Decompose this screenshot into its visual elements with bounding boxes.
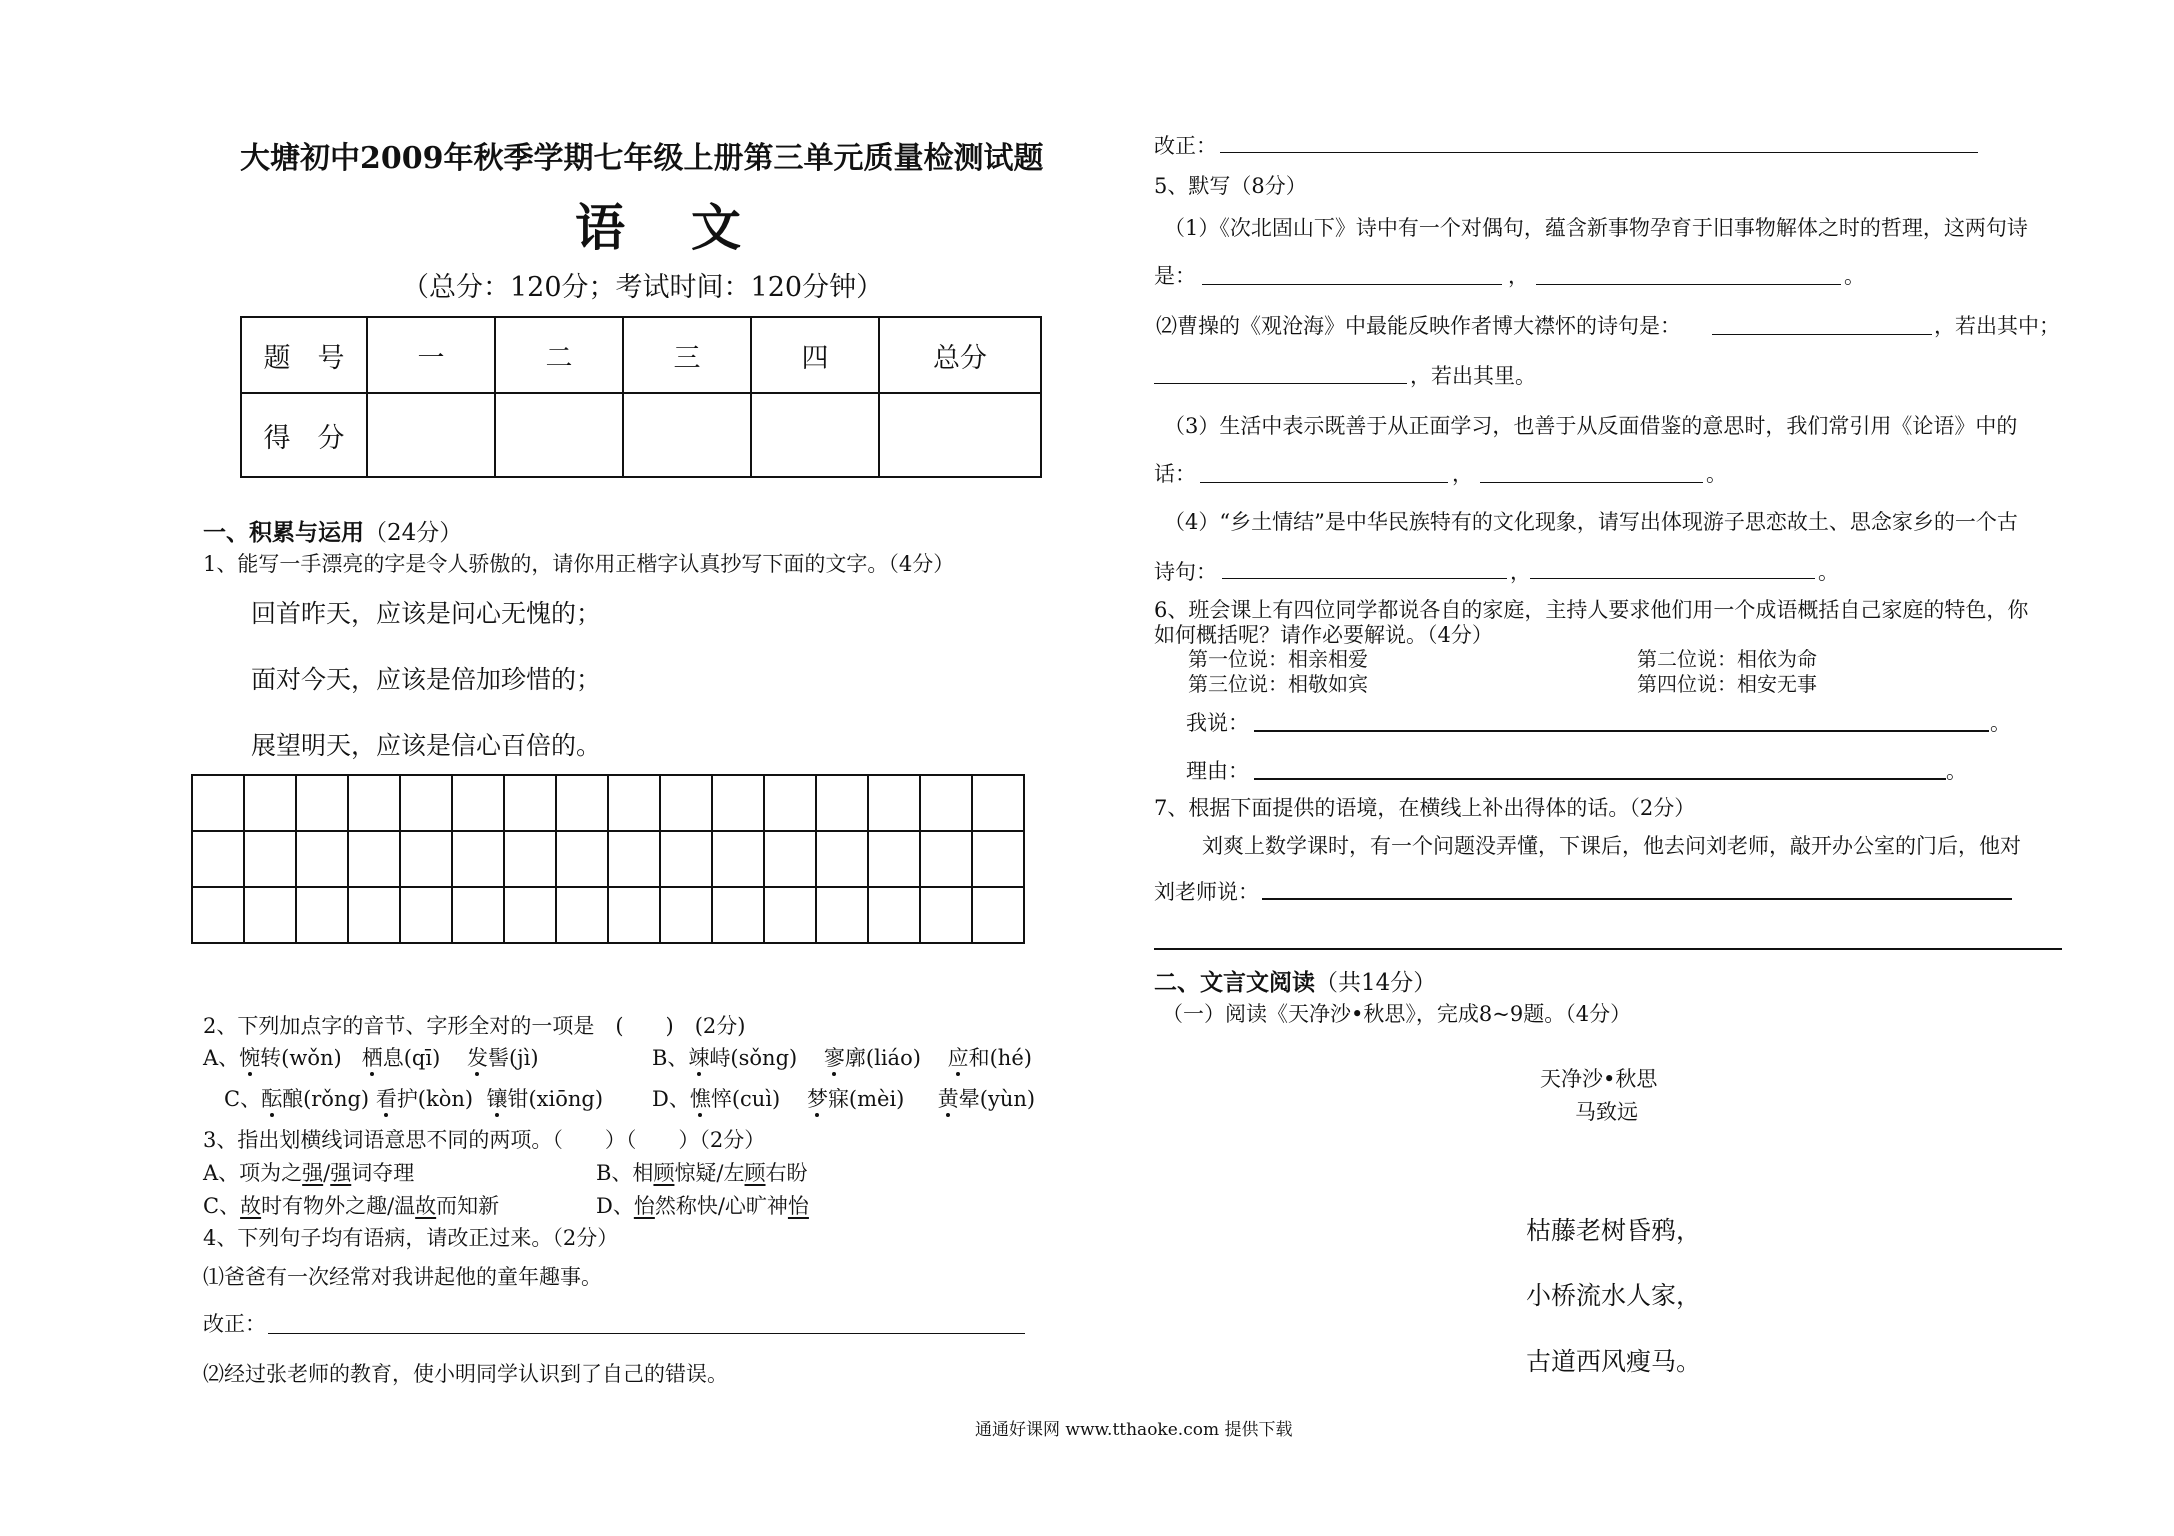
section1-points: （24分）: [364, 520, 463, 546]
score-table-col-total: 总分: [879, 317, 1041, 393]
grid-cell[interactable]: [244, 775, 296, 831]
q2-option-c[interactable]: [224, 1083, 603, 1113]
q3-option-b[interactable]: [596, 1157, 808, 1187]
q4-sentence-1: ⑴爸爸有一次经常对我讲起他的童年趣事。: [203, 1265, 602, 1289]
option-text: 悴(cuì): [710, 1087, 781, 1111]
grid-cell[interactable]: [868, 775, 920, 831]
q5-part3-text: （3）生活中表示既善于从正面学习，也善于从反面借鉴的意思时，我们常引用《论语》中的: [1164, 414, 2018, 438]
option-text: 峙(sǒng): [709, 1046, 798, 1070]
score-table-col-1: 一: [367, 317, 495, 393]
underlined-word: 怡: [633, 1194, 655, 1218]
section2-sub: （一）阅读《天净沙•秋思》，完成8~9题。（4分）: [1162, 1002, 1632, 1026]
grid-cell[interactable]: [972, 887, 1024, 943]
q5-blank[interactable]: [1154, 383, 1407, 384]
grid-cell[interactable]: [556, 887, 608, 943]
dotted-char: 镶: [486, 1087, 508, 1111]
q5-blank[interactable]: [1200, 482, 1448, 483]
q7-answer-line[interactable]: [1262, 898, 2012, 900]
option-text: 和(hé): [968, 1046, 1032, 1070]
option-text: 右盼: [765, 1161, 808, 1185]
underlined-word: 怡: [787, 1194, 809, 1218]
grid-cell[interactable]: [192, 831, 244, 887]
section2-points: （共14分）: [1315, 970, 1437, 996]
punct-comma: ，: [1508, 264, 1529, 288]
grid-cell[interactable]: [764, 775, 816, 831]
q5-part4-text: （4）“乡土情结”是中华民族特有的文化现象，请写出体现游子思恋故土、思念家乡的一个古: [1164, 510, 2018, 534]
dotted-char: 发: [466, 1046, 488, 1070]
grid-cell[interactable]: [764, 887, 816, 943]
grid-cell[interactable]: [400, 775, 452, 831]
poem-line: 枯藤老树昏鸦，: [1526, 1216, 1702, 1245]
option-text: 时有物外之趣/温: [261, 1194, 416, 1218]
section2-heading: [1154, 964, 1436, 997]
q6-statement-3: 第三位说：相敬如宾: [1188, 672, 1368, 696]
grid-cell[interactable]: [816, 831, 868, 887]
exam-meta: （总分：120分；考试时间：120分钟）: [402, 272, 884, 303]
grid-cell[interactable]: [816, 775, 868, 831]
grid-cell[interactable]: [920, 831, 972, 887]
poem-line: 古道西风瘦马。: [1526, 1347, 1702, 1376]
score-cell[interactable]: [879, 393, 1041, 477]
q1-prompt: 1、能写一手漂亮的字是令人骄傲的，请你用正楷字认真抄写下面的文字。（4分）: [203, 552, 955, 576]
q4-fix-answer-line-2[interactable]: [1220, 152, 1978, 153]
grid-cell[interactable]: [348, 831, 400, 887]
dotted-char: 竦: [688, 1046, 710, 1070]
q5-part2-tail-2: ，若出其里。: [1410, 364, 1536, 388]
option-text: /: [323, 1161, 331, 1185]
q6-reason-label: 理由：: [1186, 759, 1249, 783]
score-table-row-label: 题 号: [241, 317, 367, 393]
subject-title: 语 文: [575, 198, 749, 257]
dotted-char: 酝: [261, 1087, 283, 1111]
dotted-char: 惋: [239, 1046, 261, 1070]
grid-cell[interactable]: [348, 775, 400, 831]
option-letter: C、: [224, 1087, 262, 1111]
q6-me-label: 我说：: [1186, 711, 1249, 735]
q5-part1-lead: 是：: [1154, 264, 1196, 288]
q4-prompt: 4、下列句子均有语病，请改正过来。（2分）: [203, 1226, 619, 1250]
score-cell[interactable]: [623, 393, 751, 477]
underlined-word: 故: [415, 1194, 437, 1218]
q5-part4-lead: 诗句：: [1154, 560, 1217, 584]
option-text: 髻(jì): [487, 1046, 539, 1070]
grid-cell[interactable]: [452, 887, 504, 943]
option-letter: B、: [652, 1046, 689, 1070]
grid-cell[interactable]: [244, 887, 296, 943]
q6-reason-answer-line[interactable]: [1254, 778, 1946, 780]
q7-answer-line[interactable]: [1154, 948, 2062, 950]
option-text: 寐(mèi): [827, 1087, 905, 1111]
q4-fix-label: 改正：: [203, 1312, 266, 1336]
q1-copy-line: 面对今天，应该是倍加珍惜的；: [251, 665, 602, 694]
option-letter: D、: [652, 1087, 690, 1111]
grid-cell[interactable]: [192, 775, 244, 831]
option-text: 护(kòn): [396, 1087, 474, 1111]
option-text: 惊疑/左: [674, 1161, 745, 1185]
punct-comma: ，: [1510, 560, 1531, 584]
grid-cell[interactable]: [660, 831, 712, 887]
q6-prompt: 6、班会课上有四位同学都说各自的家庭，主持人要求他们用一个成语概括自己家庭的特色，你: [1154, 598, 2029, 622]
dotted-char: 看: [375, 1087, 397, 1111]
q7-prompt: 7、根据下面提供的语境，在横线上补出得体的话。（2分）: [1154, 796, 1696, 820]
writing-grid[interactable]: [191, 774, 1025, 944]
punct-period: 。: [1844, 264, 1865, 288]
punct-period: 。: [1818, 560, 1839, 584]
dotted-char: 栖: [361, 1046, 383, 1070]
q5-part1-text: （1）《次北固山下》诗中有一个对偶句，蕴含新事物孕育于旧事物解体之时的哲理，这两句诗: [1164, 216, 2028, 240]
q4-fix-label-2: 改正：: [1154, 134, 1217, 158]
grid-cell[interactable]: [712, 775, 764, 831]
q2-option-a[interactable]: [203, 1042, 539, 1072]
q3-option-a[interactable]: [203, 1157, 414, 1187]
grid-cell[interactable]: [920, 887, 972, 943]
q6-statement-1: 第一位说：相亲相爱: [1188, 647, 1368, 671]
option-text: 息(qī): [382, 1046, 441, 1070]
option-letter: A、: [203, 1046, 240, 1070]
q5-blank[interactable]: [1530, 578, 1815, 579]
q5-blank[interactable]: [1480, 482, 1703, 483]
q7-lead: 刘老师说：: [1154, 880, 1259, 904]
q2-option-b[interactable]: [652, 1042, 1032, 1072]
poem-title: 天净沙•秋思: [1540, 1067, 1658, 1091]
grid-cell[interactable]: [556, 831, 608, 887]
q5-blank[interactable]: [1536, 284, 1841, 285]
q2-option-d[interactable]: [652, 1083, 1035, 1113]
grid-cell[interactable]: [660, 775, 712, 831]
grid-cell[interactable]: [764, 831, 816, 887]
q6-statement-2: 第二位说：相依为命: [1637, 647, 1817, 671]
q6-statement-4: 第四位说：相安无事: [1637, 672, 1817, 696]
option-text: 转(wǒn): [260, 1046, 342, 1070]
dotted-char: 寥: [823, 1046, 845, 1070]
option-text: 晕(yùn): [958, 1087, 1036, 1111]
option-text: 然称快/心旷神: [654, 1194, 788, 1218]
option-text: 词夺理: [351, 1161, 415, 1185]
footer-credit: 通通好课网 www.tthaoke.com 提供下载: [975, 1420, 1293, 1440]
score-table-col-4: 四: [751, 317, 879, 393]
q5-part2-tail: ，若出其中；: [1934, 314, 2060, 338]
grid-cell[interactable]: [504, 831, 556, 887]
score-table-col-2: 二: [495, 317, 623, 393]
dotted-char: 梦: [806, 1087, 828, 1111]
q2-prompt: 2、下列加点字的音节、字形全对的一项是 ( ) (2分): [203, 1014, 746, 1038]
grid-cell[interactable]: [712, 887, 764, 943]
section1-heading: [203, 514, 462, 547]
q6-prompt-cont: 如何概括呢？请作必要解说。（4分）: [1154, 623, 1493, 647]
option-text: A、项为之: [203, 1161, 303, 1185]
underlined-word: 故: [240, 1194, 262, 1218]
score-table-row-label: 得 分: [241, 393, 367, 477]
q5-part2-text: ⑵曹操的《观沧海》中最能反映作者博大襟怀的诗句是：: [1156, 314, 1681, 338]
dotted-char: 应: [947, 1046, 969, 1070]
q3-prompt: 3、指出划横线词语意思不同的两项。（ ）（ ）（2分）: [203, 1128, 766, 1152]
exam-title: 大塘初中2009年秋季学期七年级上册第三单元质量检测试题: [240, 141, 1044, 176]
grid-cell[interactable]: [400, 887, 452, 943]
grid-cell[interactable]: [296, 775, 348, 831]
score-table-col-3: 三: [623, 317, 751, 393]
grid-cell[interactable]: [608, 887, 660, 943]
section1-title: 一、积累与运用: [203, 519, 364, 546]
q3-option-c[interactable]: [203, 1190, 499, 1220]
score-cell[interactable]: [751, 393, 879, 477]
q4-sentence-2: ⑵经过张老师的教育，使小明同学认识到了自己的错误。: [203, 1362, 728, 1386]
punct-period: 。: [1946, 759, 1967, 783]
q1-copy-line: 展望明天，应该是信心百倍的。: [251, 731, 602, 760]
grid-cell[interactable]: [608, 775, 660, 831]
grid-cell[interactable]: [608, 831, 660, 887]
grid-cell[interactable]: [400, 831, 452, 887]
grid-cell[interactable]: [972, 775, 1024, 831]
grid-cell[interactable]: [296, 887, 348, 943]
grid-cell[interactable]: [712, 831, 764, 887]
q6-me-answer-line[interactable]: [1254, 730, 1989, 732]
underlined-word: 顾: [744, 1161, 766, 1185]
option-text: B、相: [596, 1161, 654, 1185]
grid-cell[interactable]: [192, 887, 244, 943]
q5-blank[interactable]: [1202, 284, 1502, 285]
q1-copy-line: 回首昨天，应该是问心无愧的；: [251, 599, 602, 628]
option-text: 而知新: [436, 1194, 500, 1218]
punct-period: 。: [1990, 711, 2011, 735]
option-text: C、: [203, 1194, 241, 1218]
score-cell[interactable]: [495, 393, 623, 477]
grid-cell[interactable]: [504, 887, 556, 943]
grid-cell[interactable]: [868, 887, 920, 943]
score-cell[interactable]: [367, 393, 495, 477]
dotted-char: 黄: [937, 1087, 959, 1111]
option-text: D、: [596, 1194, 634, 1218]
underlined-word: 强: [302, 1161, 324, 1185]
grid-cell[interactable]: [972, 831, 1024, 887]
q5-prompt: 5、默写（8分）: [1154, 174, 1307, 198]
option-text: 廓(liáo): [844, 1046, 921, 1070]
option-text: 酿(rǒng): [282, 1087, 370, 1111]
grid-cell[interactable]: [660, 887, 712, 943]
grid-cell[interactable]: [868, 831, 920, 887]
dotted-char: 憔: [689, 1087, 711, 1111]
q5-blank[interactable]: [1222, 578, 1507, 579]
grid-cell[interactable]: [556, 775, 608, 831]
grid-cell[interactable]: [504, 775, 556, 831]
punct-period: 。: [1706, 462, 1727, 486]
q7-text: 刘爽上数学课时，有一个问题没弄懂，下课后，他去问刘老师，敲开办公室的门后，他对: [1202, 834, 2021, 858]
option-text: 钳(xiōng): [507, 1087, 604, 1111]
score-table: [240, 316, 1042, 478]
grid-cell[interactable]: [816, 887, 868, 943]
poem-line: 小桥流水人家，: [1526, 1281, 1702, 1310]
q5-blank[interactable]: [1712, 334, 1932, 335]
grid-cell[interactable]: [244, 831, 296, 887]
grid-cell[interactable]: [296, 831, 348, 887]
underlined-word: 强: [330, 1161, 352, 1185]
section2-title: 二、文言文阅读: [1154, 969, 1315, 996]
poem-author: 马致远: [1575, 1100, 1638, 1124]
q3-option-d[interactable]: [596, 1190, 809, 1220]
grid-cell[interactable]: [452, 775, 504, 831]
punct-comma: ，: [1452, 462, 1473, 486]
q5-part3-lead: 话：: [1154, 462, 1196, 486]
underlined-word: 顾: [653, 1161, 675, 1185]
grid-cell[interactable]: [348, 887, 400, 943]
grid-cell[interactable]: [452, 831, 504, 887]
q4-fix-answer-line[interactable]: [268, 1333, 1025, 1334]
grid-cell[interactable]: [920, 775, 972, 831]
